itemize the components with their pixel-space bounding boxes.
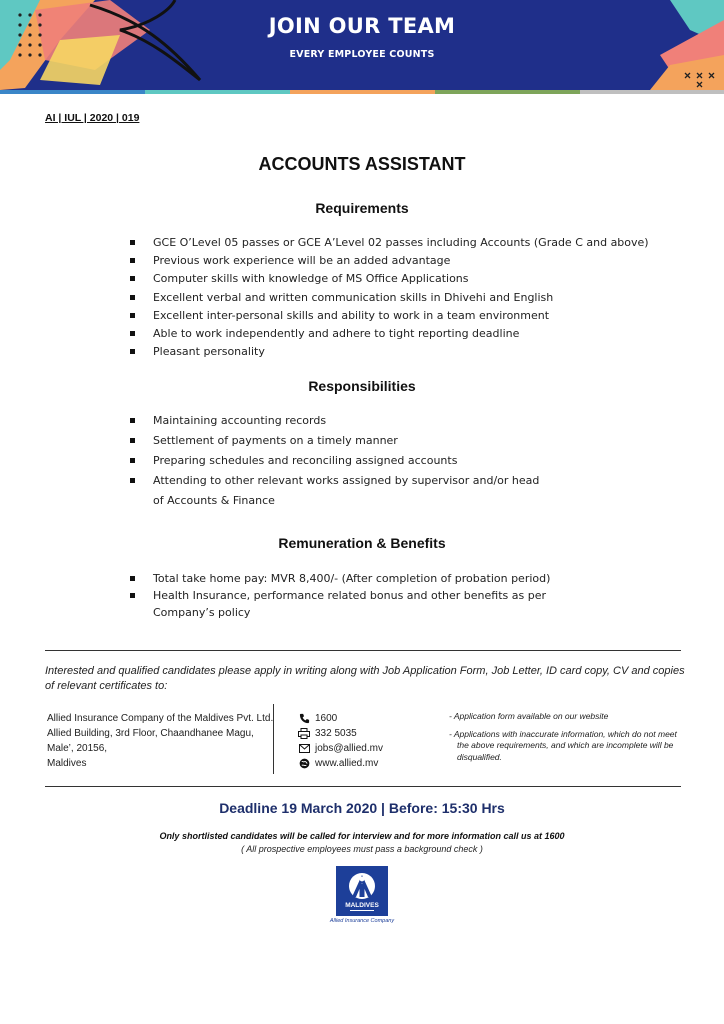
- email-icon: [298, 743, 310, 755]
- list-item: Maintaining accounting records: [130, 411, 540, 431]
- divider-top: [45, 650, 681, 651]
- logo-caption: Allied Insurance Company: [329, 918, 395, 924]
- list-item: Excellent verbal and written communication skills in Dhivehi and English: [130, 289, 649, 307]
- address-line: Allied Building, 3rd Floor, Chaandhanee Magu,: [47, 728, 254, 739]
- stripe-green: [435, 90, 580, 94]
- banner-subtitle: EVERY EMPLOYEE COUNTS: [289, 49, 435, 60]
- stripe-grey: [580, 90, 724, 94]
- remuneration-heading: Remuneration & Benefits: [278, 535, 446, 551]
- list-item: Health Insurance, performance related bonus and other benefits as per Company’s policy: [130, 587, 560, 621]
- application-instructions: Interested and qualified candidates please apply in writing along with Job Application Form, Job Letter, ID card copy, CV and copies of relevant certificates to:: [45, 665, 685, 692]
- address-line: Maldives: [47, 758, 87, 769]
- vertical-divider: [273, 704, 274, 774]
- list-item: Pleasant personality: [130, 343, 649, 361]
- address-line: Allied Insurance Company of the Maldives Pvt. Ltd.: [47, 713, 274, 724]
- reference-number: AI | IUL | 2020 | 019: [45, 112, 140, 124]
- phone-number: 1600: [315, 713, 338, 724]
- list-item: Excellent inter-personal skills and ability to work in a team environment: [130, 307, 649, 325]
- company-address: [47, 711, 273, 771]
- requirements-heading: Requirements: [315, 200, 409, 216]
- contact-email[interactable]: [298, 741, 383, 756]
- list-item: Total take home pay: MVR 8,400/- (After completion of probation period): [130, 570, 560, 587]
- requirements-list: [130, 234, 649, 361]
- fax-icon: [298, 728, 310, 740]
- application-notes: [449, 711, 679, 769]
- list-item: Computer skills with knowledge of MS Office Applications: [130, 270, 649, 288]
- list-item: GCE O’Level 05 passes or GCE A’Level 02 passes including Accounts (Grade C and above): [130, 234, 649, 252]
- contact-details: [298, 711, 383, 771]
- stripe-teal: [145, 90, 290, 94]
- contact-phone[interactable]: [298, 711, 383, 726]
- remuneration-list: [130, 570, 560, 621]
- deadline: Deadline 19 March 2020 | Before: 15:30 Hrs: [219, 800, 505, 816]
- list-item: Previous work experience will be an added advantage: [130, 252, 649, 270]
- banner-title: JOIN OUR TEAM: [268, 14, 456, 38]
- header-banner: [0, 0, 724, 90]
- logo-text: MALDIVES: [345, 902, 379, 909]
- website-link[interactable]: www.allied.mv: [315, 758, 379, 769]
- contact-web[interactable]: [298, 756, 383, 771]
- fax-number: 332 5035: [315, 728, 357, 739]
- responsibilities-heading: Responsibilities: [308, 378, 416, 394]
- job-title: ACCOUNTS ASSISTANT: [258, 154, 466, 174]
- contact-fax: [298, 726, 383, 741]
- shortlist-notice: Only shortlisted candidates will be called for interview and for more information call us at 1600: [159, 831, 565, 841]
- list-item: Attending to other relevant works assigned by supervisor and/or head of Accounts & Finance: [130, 471, 540, 511]
- logo-mark: [336, 866, 388, 916]
- stripe-blue: [0, 90, 145, 94]
- background-check-notice: ( All prospective employees must pass a background check ): [241, 844, 483, 854]
- note-website: - Application form available on our website: [449, 711, 609, 721]
- list-item: Able to work independently and adhere to tight reporting deadline: [130, 325, 649, 343]
- company-logo: [336, 866, 388, 916]
- address-line: Male’, 20156,: [47, 743, 108, 754]
- divider-bottom: [45, 786, 681, 787]
- note-disqualification: - Applications with inaccurate information, which do not meet the above requirements, and which are incomplete will be disqualified.: [449, 728, 677, 762]
- list-item: Settlement of payments on a timely manner: [130, 431, 540, 451]
- globe-icon: [298, 758, 310, 770]
- email-address[interactable]: jobs@allied.mv: [315, 743, 383, 754]
- phone-icon: [298, 713, 310, 725]
- responsibilities-list: [130, 411, 540, 511]
- list-item: Preparing schedules and reconciling assigned accounts: [130, 451, 540, 471]
- stripe-orange: [290, 90, 435, 94]
